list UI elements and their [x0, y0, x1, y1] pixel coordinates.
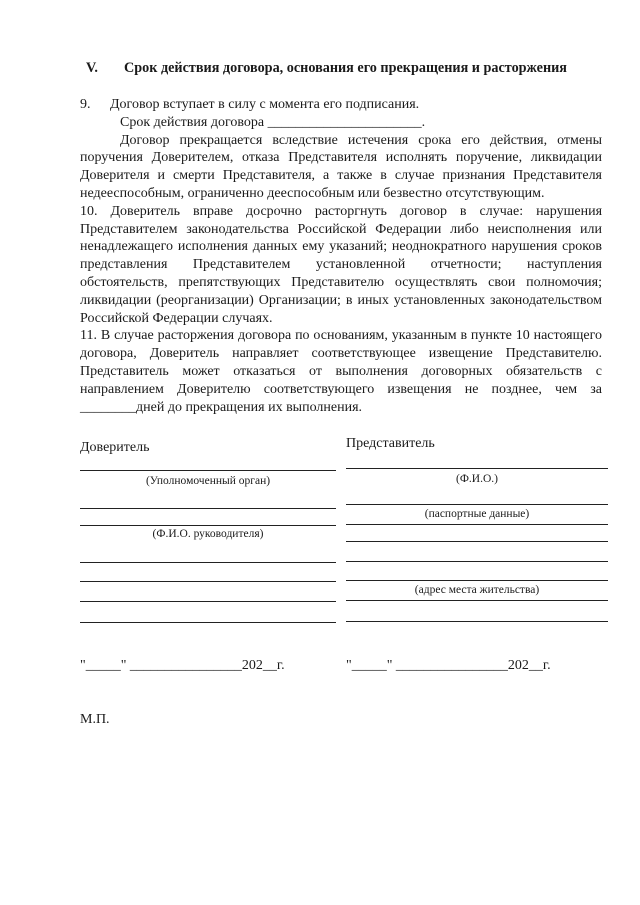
clause-9-text: Договор вступает в силу с момента его подписания. [110, 97, 420, 112]
contract-term: Срок действия договора ______________________. [120, 114, 426, 130]
address-caption: (адрес места жительства) [414, 584, 540, 596]
signature-line [346, 600, 608, 601]
section-number: V. [86, 60, 98, 76]
stamp-place: М.П. [80, 712, 110, 727]
section-title: Срок действия договора, основания его прекращения и расторжения [124, 60, 567, 76]
passport-caption: (паспортные данные) [424, 508, 530, 520]
clause-9 [80, 96, 602, 114]
signature-line [346, 541, 608, 542]
clause-11-number: 11. [80, 328, 97, 344]
signature-line [346, 524, 608, 525]
signature-line [346, 621, 608, 622]
contract-body [80, 96, 602, 416]
clause-11 [80, 327, 602, 416]
signature-line [80, 622, 336, 623]
head-name-line [80, 525, 336, 526]
signature-line [80, 508, 336, 509]
clause-10-text: Доверитель вправе досрочно расторгнуть договор в случае: нарушения Представителем законодательства Российской Федерации либо неисполнения или ненадлежащего исполнения данных ему указаний; неоднократного нарушения сроков представления Представителем установленной отчетности; наступления обстоятельств, препятствующих Представителю осуществлять свои полномочия; ликвидации (реорганизации) Организации; в иных установленных законодательством Российской Федерации случаях. [80, 203, 603, 326]
section-heading [86, 60, 606, 77]
date-left: "_____" ________________202__г. [80, 658, 285, 673]
date-right: "_____" ________________202__г. [346, 658, 551, 673]
clause-10-number: 10. [80, 203, 98, 219]
authority-line [80, 470, 336, 471]
signature-line [346, 561, 608, 562]
head-name-caption: (Ф.И.О. руководителя) [152, 528, 264, 540]
clause-11-text: В случае расторжения договора по основаниям, указанным в пункте 10 настоящего договора, Доверитель направляет соответствующее извещение Представителю. Представитель может отказаться от выполнения договорных обязательств с направлением Доверителю соответствующего извещения не позднее, чем за ________дней до прекращения их выполнения. [80, 328, 603, 415]
clause-10 [80, 203, 602, 328]
signature-line [80, 581, 336, 582]
address-line [346, 580, 608, 581]
passport-line [346, 504, 608, 505]
principal-title: Доверитель [80, 440, 150, 455]
clause-9-number: 9. [80, 97, 91, 112]
signature-line [80, 562, 336, 563]
representative-name-caption: (Ф.И.О.) [456, 473, 498, 485]
signature-line [80, 601, 336, 602]
authority-caption: (Уполномоченный орган) [145, 475, 271, 487]
representative-title: Представитель [346, 436, 435, 451]
termination-grounds: Договор прекращается вследствие истечения срока его действия, отмены поручения Доверителем, отказа Представителя исполнять поручение, ликвидации Доверителя и смерти Представителя, а также в случае признания Представителя недееспособным, ограниченно дееспособным или безвестно отсутствующим. [80, 132, 602, 201]
representative-name-line [346, 468, 608, 469]
